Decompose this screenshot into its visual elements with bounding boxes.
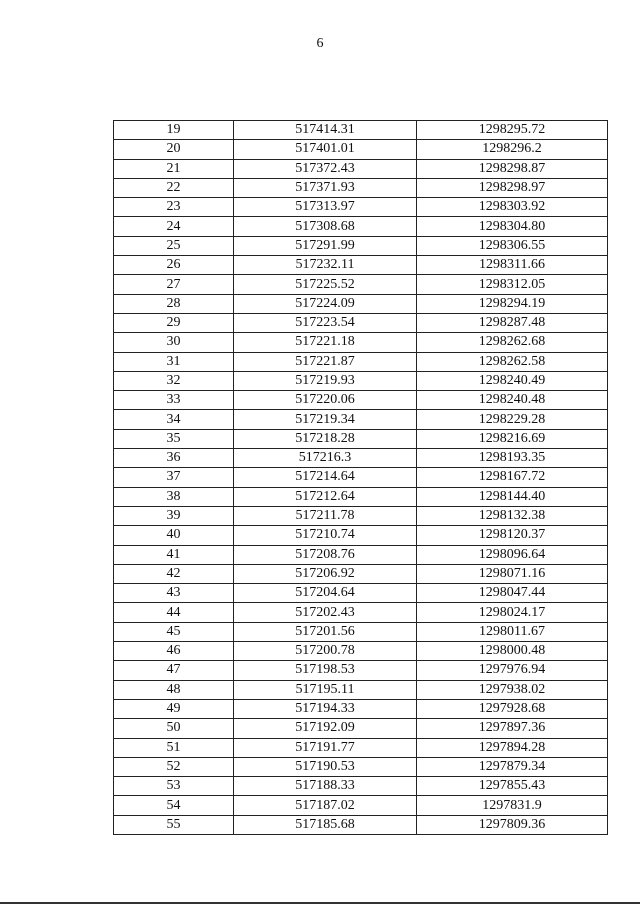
table-row xyxy=(114,719,608,738)
point-number-cell: 27 xyxy=(114,275,234,294)
table-row xyxy=(114,121,608,140)
y-coordinate-cell: 1298216.69 xyxy=(417,429,608,448)
x-coordinate-cell: 517190.53 xyxy=(234,757,417,776)
point-number-cell: 31 xyxy=(114,352,234,371)
point-number-cell: 49 xyxy=(114,699,234,718)
y-coordinate-cell: 1297809.36 xyxy=(417,815,608,834)
table-row xyxy=(114,526,608,545)
point-number-cell: 20 xyxy=(114,140,234,159)
table-row xyxy=(114,796,608,815)
x-coordinate-cell: 517200.78 xyxy=(234,642,417,661)
y-coordinate-cell: 1298287.48 xyxy=(417,313,608,332)
point-number-cell: 22 xyxy=(114,178,234,197)
table-row xyxy=(114,391,608,410)
point-number-cell: 24 xyxy=(114,217,234,236)
y-coordinate-cell: 1298262.58 xyxy=(417,352,608,371)
y-coordinate-cell: 1298240.49 xyxy=(417,371,608,390)
table-row xyxy=(114,603,608,622)
point-number-cell: 36 xyxy=(114,449,234,468)
x-coordinate-cell: 517204.64 xyxy=(234,584,417,603)
x-coordinate-cell: 517232.11 xyxy=(234,256,417,275)
x-coordinate-cell: 517221.18 xyxy=(234,333,417,352)
table-row xyxy=(114,333,608,352)
y-coordinate-cell: 1298144.40 xyxy=(417,487,608,506)
point-number-cell: 50 xyxy=(114,719,234,738)
point-number-cell: 40 xyxy=(114,526,234,545)
y-coordinate-cell: 1297855.43 xyxy=(417,777,608,796)
point-number-cell: 39 xyxy=(114,506,234,525)
point-number-cell: 35 xyxy=(114,429,234,448)
point-number-cell: 44 xyxy=(114,603,234,622)
table-row xyxy=(114,198,608,217)
x-coordinate-cell: 517198.53 xyxy=(234,661,417,680)
x-coordinate-cell: 517206.92 xyxy=(234,564,417,583)
point-number-cell: 37 xyxy=(114,468,234,487)
y-coordinate-cell: 1297831.9 xyxy=(417,796,608,815)
x-coordinate-cell: 517219.34 xyxy=(234,410,417,429)
table-row xyxy=(114,178,608,197)
table-row xyxy=(114,468,608,487)
x-coordinate-cell: 517216.3 xyxy=(234,449,417,468)
x-coordinate-cell: 517195.11 xyxy=(234,680,417,699)
point-number-cell: 55 xyxy=(114,815,234,834)
point-number-cell: 32 xyxy=(114,371,234,390)
table-row xyxy=(114,815,608,834)
table-row xyxy=(114,275,608,294)
point-number-cell: 52 xyxy=(114,757,234,776)
coordinates-table-body xyxy=(114,121,608,835)
x-coordinate-cell: 517214.64 xyxy=(234,468,417,487)
x-coordinate-cell: 517187.02 xyxy=(234,796,417,815)
x-coordinate-cell: 517372.43 xyxy=(234,159,417,178)
y-coordinate-cell: 1298132.38 xyxy=(417,506,608,525)
x-coordinate-cell: 517185.68 xyxy=(234,815,417,834)
table-row xyxy=(114,584,608,603)
x-coordinate-cell: 517191.77 xyxy=(234,738,417,757)
table-row xyxy=(114,449,608,468)
table-row xyxy=(114,757,608,776)
table-row xyxy=(114,429,608,448)
x-coordinate-cell: 517188.33 xyxy=(234,777,417,796)
table-row xyxy=(114,661,608,680)
table-row xyxy=(114,410,608,429)
point-number-cell: 34 xyxy=(114,410,234,429)
table-row xyxy=(114,545,608,564)
y-coordinate-cell: 1298024.17 xyxy=(417,603,608,622)
y-coordinate-cell: 1298311.66 xyxy=(417,256,608,275)
y-coordinate-cell: 1297976.94 xyxy=(417,661,608,680)
point-number-cell: 41 xyxy=(114,545,234,564)
y-coordinate-cell: 1298303.92 xyxy=(417,198,608,217)
table-row xyxy=(114,352,608,371)
point-number-cell: 38 xyxy=(114,487,234,506)
table-row xyxy=(114,642,608,661)
table-row xyxy=(114,256,608,275)
y-coordinate-cell: 1298167.72 xyxy=(417,468,608,487)
y-coordinate-cell: 1297879.34 xyxy=(417,757,608,776)
point-number-cell: 28 xyxy=(114,294,234,313)
y-coordinate-cell: 1298240.48 xyxy=(417,391,608,410)
point-number-cell: 21 xyxy=(114,159,234,178)
y-coordinate-cell: 1298120.37 xyxy=(417,526,608,545)
x-coordinate-cell: 517218.28 xyxy=(234,429,417,448)
x-coordinate-cell: 517220.06 xyxy=(234,391,417,410)
x-coordinate-cell: 517211.78 xyxy=(234,506,417,525)
y-coordinate-cell: 1298304.80 xyxy=(417,217,608,236)
table-row xyxy=(114,680,608,699)
point-number-cell: 43 xyxy=(114,584,234,603)
y-coordinate-cell: 1298294.19 xyxy=(417,294,608,313)
y-coordinate-cell: 1298229.28 xyxy=(417,410,608,429)
x-coordinate-cell: 517223.54 xyxy=(234,313,417,332)
table-row xyxy=(114,217,608,236)
point-number-cell: 48 xyxy=(114,680,234,699)
y-coordinate-cell: 1297894.28 xyxy=(417,738,608,757)
x-coordinate-cell: 517313.97 xyxy=(234,198,417,217)
page-number: 6 xyxy=(316,36,324,51)
x-coordinate-cell: 517219.93 xyxy=(234,371,417,390)
table-row xyxy=(114,159,608,178)
x-coordinate-cell: 517371.93 xyxy=(234,178,417,197)
y-coordinate-cell: 1298000.48 xyxy=(417,642,608,661)
x-coordinate-cell: 517308.68 xyxy=(234,217,417,236)
y-coordinate-cell: 1298071.16 xyxy=(417,564,608,583)
point-number-cell: 53 xyxy=(114,777,234,796)
y-coordinate-cell: 1298298.97 xyxy=(417,178,608,197)
table-row xyxy=(114,506,608,525)
x-coordinate-cell: 517414.31 xyxy=(234,121,417,140)
y-coordinate-cell: 1298047.44 xyxy=(417,584,608,603)
table-row xyxy=(114,313,608,332)
point-number-cell: 47 xyxy=(114,661,234,680)
x-coordinate-cell: 517224.09 xyxy=(234,294,417,313)
x-coordinate-cell: 517221.87 xyxy=(234,352,417,371)
y-coordinate-cell: 1297897.36 xyxy=(417,719,608,738)
y-coordinate-cell: 1298306.55 xyxy=(417,236,608,255)
y-coordinate-cell: 1298295.72 xyxy=(417,121,608,140)
bottom-border xyxy=(0,902,640,904)
x-coordinate-cell: 517225.52 xyxy=(234,275,417,294)
y-coordinate-cell: 1298312.05 xyxy=(417,275,608,294)
point-number-cell: 29 xyxy=(114,313,234,332)
point-number-cell: 23 xyxy=(114,198,234,217)
table-row xyxy=(114,699,608,718)
point-number-cell: 19 xyxy=(114,121,234,140)
point-number-cell: 25 xyxy=(114,236,234,255)
y-coordinate-cell: 1298262.68 xyxy=(417,333,608,352)
x-coordinate-cell: 517202.43 xyxy=(234,603,417,622)
table-row xyxy=(114,777,608,796)
y-coordinate-cell: 1298298.87 xyxy=(417,159,608,178)
table-row xyxy=(114,236,608,255)
y-coordinate-cell: 1297928.68 xyxy=(417,699,608,718)
y-coordinate-cell: 1298193.35 xyxy=(417,449,608,468)
table-row xyxy=(114,738,608,757)
x-coordinate-cell: 517401.01 xyxy=(234,140,417,159)
y-coordinate-cell: 1298296.2 xyxy=(417,140,608,159)
x-coordinate-cell: 517192.09 xyxy=(234,719,417,738)
x-coordinate-cell: 517291.99 xyxy=(234,236,417,255)
table-row xyxy=(114,622,608,641)
point-number-cell: 45 xyxy=(114,622,234,641)
point-number-cell: 46 xyxy=(114,642,234,661)
table-row xyxy=(114,564,608,583)
x-coordinate-cell: 517210.74 xyxy=(234,526,417,545)
x-coordinate-cell: 517201.56 xyxy=(234,622,417,641)
y-coordinate-cell: 1298096.64 xyxy=(417,545,608,564)
x-coordinate-cell: 517208.76 xyxy=(234,545,417,564)
table-row xyxy=(114,294,608,313)
x-coordinate-cell: 517194.33 xyxy=(234,699,417,718)
point-number-cell: 54 xyxy=(114,796,234,815)
point-number-cell: 26 xyxy=(114,256,234,275)
point-number-cell: 42 xyxy=(114,564,234,583)
coordinates-table xyxy=(113,120,608,835)
table-row xyxy=(114,487,608,506)
y-coordinate-cell: 1298011.67 xyxy=(417,622,608,641)
point-number-cell: 51 xyxy=(114,738,234,757)
table-row xyxy=(114,371,608,390)
point-number-cell: 33 xyxy=(114,391,234,410)
point-number-cell: 30 xyxy=(114,333,234,352)
x-coordinate-cell: 517212.64 xyxy=(234,487,417,506)
table-row xyxy=(114,140,608,159)
y-coordinate-cell: 1297938.02 xyxy=(417,680,608,699)
